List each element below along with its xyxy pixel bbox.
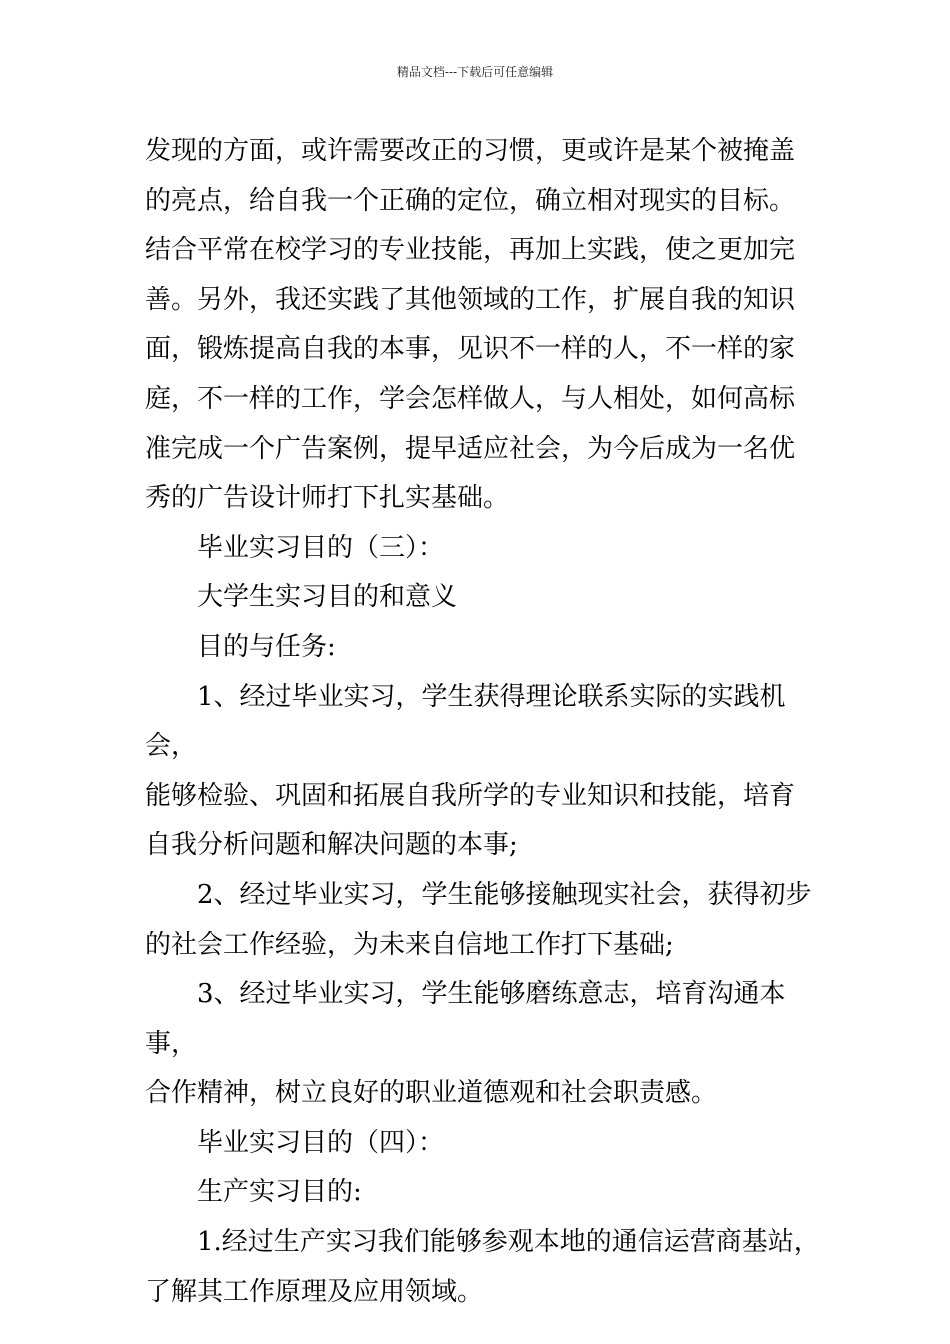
text-line: 大学生实习目的和意义 [197,582,458,613]
list-item [145,871,825,970]
paragraph [145,127,825,524]
text-line: 2、经过毕业实习，学生能够接触现实社会，获得初步 [197,879,812,910]
list-item [145,1218,825,1317]
text-line: 毕业实习目的（三）： [197,532,445,563]
text-line: 毕业实习目的（四）： [197,1127,445,1158]
text-line: 善。另外，我还实践了其他领域的工作，扩展自我的知识 [145,284,796,315]
text-line: 庭，不一样的工作，学会怎样做人，与人相处，如何高标 [145,383,796,414]
text-line: 了解其工作原理及应用领域。 [145,1276,484,1307]
text-line: 1、经过毕业实习，学生获得理论联系实际的实践机会， [145,681,786,762]
text-line: 能够检验、巩固和拓展自我所学的专业知识和技能，培育 [145,780,796,811]
text-line: 合作精神，树立良好的职业道德观和社会职责感。 [145,1078,718,1109]
text-line: 生产实习目的: [197,1177,362,1208]
text-line: 准完成一个广告案例，提早适应社会，为今后成为一名优 [145,433,796,464]
section-heading-4 [145,1119,825,1169]
text-line: 自我分析问题和解决问题的本事; [145,830,518,861]
section-heading-3 [145,524,825,574]
text-line: 的社会工作经验，为未来自信地工作打下基础; [145,929,674,960]
text-line: 结合平常在校学习的专业技能，再加上实践，使之更加完 [145,235,796,266]
text-line: 面，锻炼提高自我的本事，见识不一样的人，不一样的家 [145,334,796,365]
text-line: 3、经过毕业实习，学生能够磨练意志，培育沟通本事， [145,979,786,1059]
text-line: 发现的方面，或许需要改正的习惯，更或许是某个被掩盖 [145,136,796,166]
list-item [145,673,825,871]
text-line: 1.经过生产实习我们能够参观本地的通信运营商基站， [197,1227,820,1258]
text-line: 目的与任务: [197,631,336,662]
subheading [145,1168,825,1218]
document-body [145,127,825,1317]
subheading [145,623,825,673]
text-line: 的亮点，给自我一个正确的定位，确立相对现实的目标。 [145,185,796,216]
list-item [145,970,825,1119]
subheading [145,573,825,623]
page-header: 精品文档---下载后可任意编辑 [396,65,554,79]
text-line: 秀的广告设计师打下扎实基础。 [145,483,510,514]
